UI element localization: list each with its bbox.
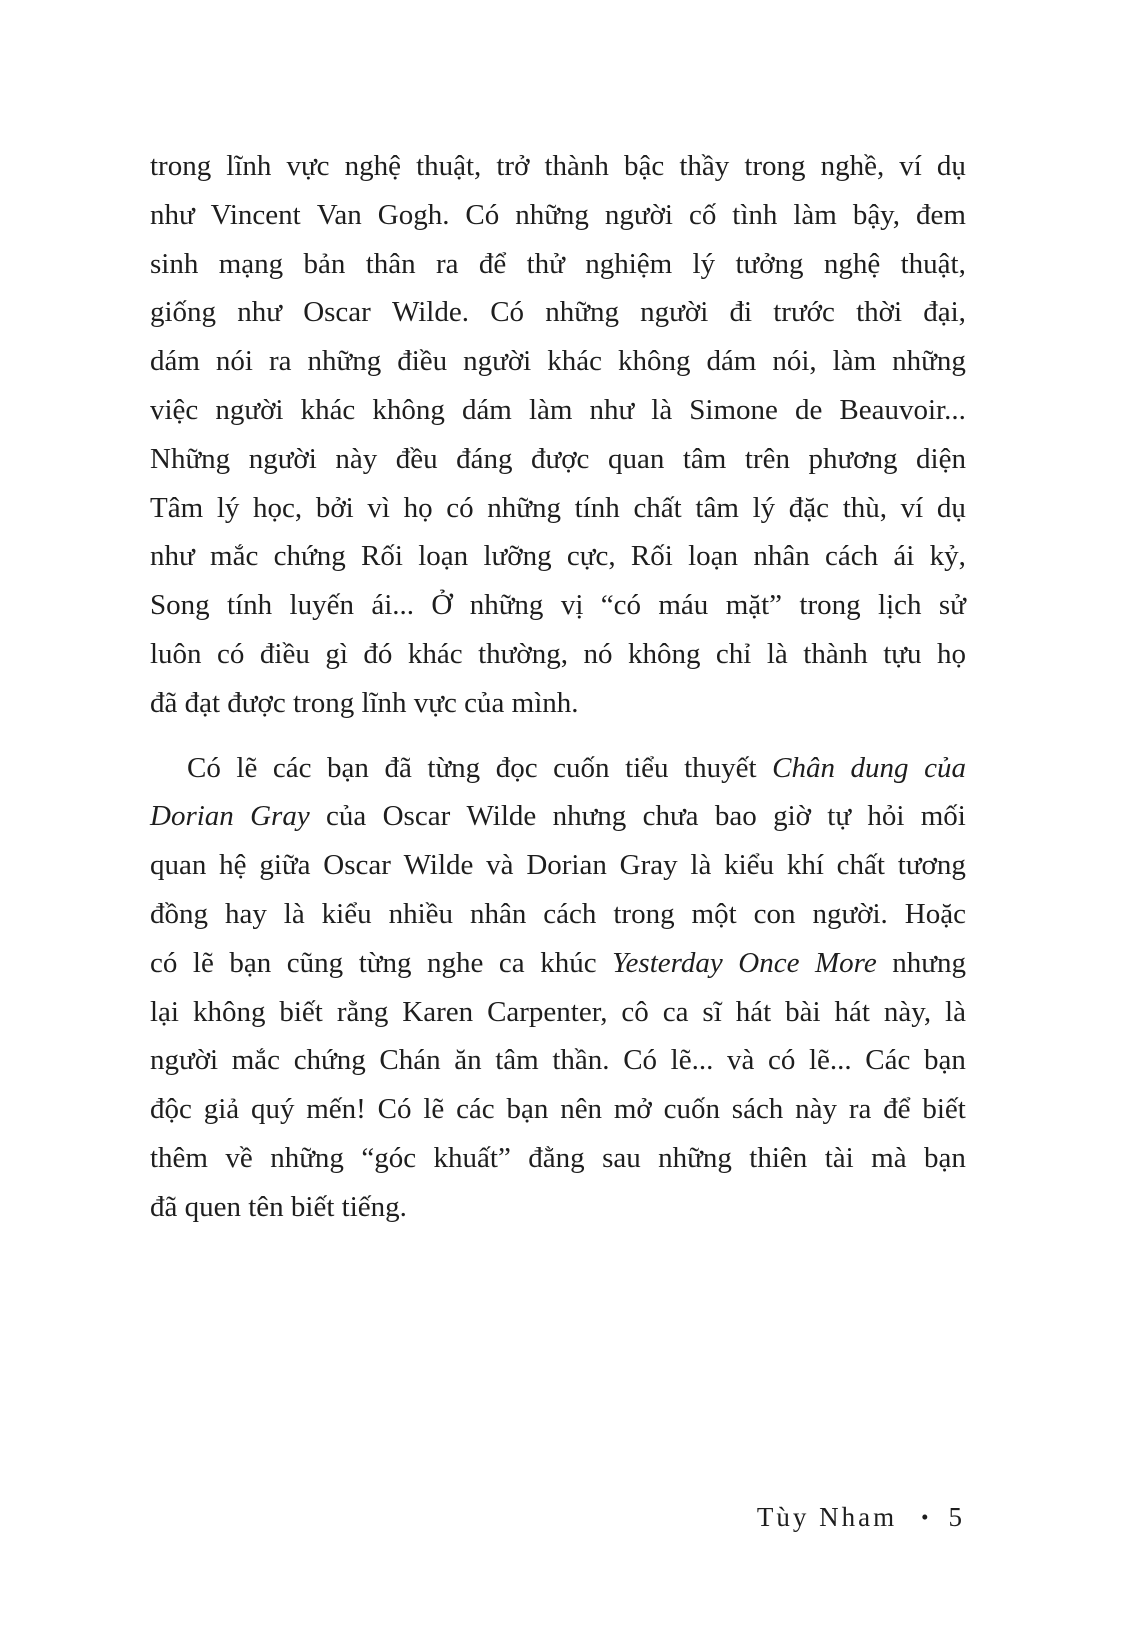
word: khác bbox=[407, 637, 463, 670]
word: tự bbox=[827, 800, 852, 833]
word: đồng bbox=[150, 897, 208, 930]
word: nghe bbox=[427, 946, 484, 979]
word: nhưng bbox=[552, 800, 627, 833]
word: sử bbox=[938, 589, 966, 622]
word: bạn bbox=[229, 946, 272, 979]
word: của bbox=[326, 800, 367, 833]
word: nghệ bbox=[823, 247, 881, 280]
word: việc bbox=[150, 393, 199, 426]
word: nên bbox=[560, 1093, 603, 1126]
word: đọc bbox=[495, 751, 538, 784]
word: thử bbox=[526, 247, 565, 280]
word: nhiều bbox=[388, 897, 453, 930]
word: mặt” bbox=[725, 589, 783, 622]
word: dám bbox=[150, 345, 200, 378]
text-line bbox=[150, 142, 966, 191]
word: như bbox=[150, 540, 195, 573]
text-line bbox=[150, 386, 966, 435]
word: được bbox=[531, 442, 590, 475]
word: loạn bbox=[688, 540, 739, 573]
word: lẽ... bbox=[670, 1044, 714, 1077]
word: ra bbox=[848, 1093, 872, 1126]
word: giờ bbox=[773, 800, 811, 833]
word: bậy, bbox=[852, 198, 901, 231]
word: những bbox=[270, 1141, 344, 1174]
word: chưa bbox=[642, 800, 699, 833]
word: sách bbox=[731, 1093, 784, 1126]
word: đáng bbox=[456, 442, 513, 475]
word: những bbox=[515, 198, 589, 231]
word: người bbox=[463, 345, 532, 378]
word: Chân bbox=[772, 751, 835, 784]
word: Vincent bbox=[210, 198, 301, 231]
word: tình bbox=[732, 198, 778, 231]
word: ái... bbox=[371, 589, 415, 622]
word: điều bbox=[259, 637, 310, 670]
word: Simone bbox=[689, 393, 778, 426]
word: bạn bbox=[327, 751, 369, 784]
text-line bbox=[150, 890, 966, 939]
text-line bbox=[150, 484, 966, 533]
word: Van bbox=[316, 198, 362, 231]
paragraph bbox=[150, 744, 966, 1232]
word: lý bbox=[752, 491, 776, 524]
word: ái bbox=[893, 540, 915, 573]
word: để bbox=[883, 1093, 911, 1126]
text-line bbox=[150, 337, 966, 386]
word: và bbox=[726, 1044, 755, 1077]
word: diện bbox=[916, 442, 966, 475]
word: đã bbox=[384, 751, 412, 784]
word: lịch bbox=[878, 589, 922, 622]
word: những bbox=[487, 491, 561, 524]
word: lĩnh bbox=[226, 150, 272, 182]
word: không bbox=[192, 995, 266, 1028]
word: khác bbox=[547, 345, 602, 378]
word: Có bbox=[187, 751, 221, 784]
word: thù, bbox=[842, 491, 887, 524]
word: Rối bbox=[630, 540, 673, 573]
word: quan bbox=[607, 442, 665, 475]
text-line bbox=[150, 1085, 966, 1134]
word: mắc bbox=[231, 1044, 281, 1077]
text-line bbox=[150, 240, 966, 289]
word: bạn bbox=[506, 1093, 549, 1126]
word: thầy bbox=[679, 150, 730, 182]
word: kỷ, bbox=[929, 540, 966, 573]
text-line bbox=[150, 744, 966, 793]
word: có bbox=[446, 491, 474, 524]
word: đặc bbox=[788, 491, 830, 524]
text-line bbox=[150, 1134, 966, 1183]
separator-dot-icon: • bbox=[921, 1505, 929, 1529]
word: mối bbox=[920, 800, 966, 833]
word: chứng bbox=[273, 540, 346, 573]
word: Có bbox=[490, 296, 525, 329]
word: ví bbox=[900, 491, 924, 524]
word: chỉ bbox=[715, 637, 752, 670]
word: nói bbox=[215, 345, 253, 378]
word: More bbox=[814, 946, 877, 979]
word: lại bbox=[150, 995, 179, 1028]
word: làm bbox=[528, 393, 573, 426]
word: ra bbox=[435, 247, 459, 280]
word: người bbox=[604, 198, 673, 231]
word: từng bbox=[358, 946, 412, 979]
word: lý bbox=[692, 247, 716, 280]
text-line bbox=[150, 988, 966, 1037]
word: ví bbox=[899, 150, 922, 182]
text-line bbox=[150, 1183, 966, 1232]
word: trong bbox=[799, 589, 861, 622]
word: kiểu bbox=[321, 897, 372, 930]
word: Chán bbox=[379, 1044, 441, 1077]
word: có bbox=[217, 637, 245, 670]
text-line bbox=[150, 581, 966, 630]
word: khúc bbox=[540, 946, 597, 979]
word: dám bbox=[461, 393, 512, 426]
word: “có bbox=[600, 589, 641, 622]
word: bạn bbox=[924, 1044, 966, 1077]
word: người bbox=[215, 393, 284, 426]
word: hát bbox=[735, 995, 772, 1028]
word: Rối bbox=[361, 540, 403, 573]
word: cực, bbox=[566, 540, 616, 573]
text-line bbox=[150, 1036, 966, 1085]
text-segment: đã đạt được trong lĩnh vực của mình. bbox=[150, 686, 579, 719]
word: lưỡng bbox=[483, 540, 552, 573]
word: tưởng bbox=[735, 247, 804, 280]
word: đại, bbox=[923, 296, 966, 329]
word: mến! bbox=[306, 1093, 366, 1126]
word: đằng bbox=[528, 1141, 585, 1174]
word: Các bbox=[865, 1044, 911, 1077]
word: hay bbox=[224, 897, 267, 930]
word: tiểu bbox=[625, 751, 669, 784]
word: họ bbox=[403, 491, 433, 524]
word: de bbox=[794, 393, 823, 426]
word: trong bbox=[744, 150, 806, 182]
word: khuất” bbox=[433, 1141, 511, 1174]
word: lẽ... bbox=[808, 1044, 852, 1077]
word: Dorian bbox=[150, 800, 234, 833]
text-line bbox=[150, 435, 966, 484]
word: quan bbox=[150, 849, 207, 882]
word: giống bbox=[150, 296, 217, 329]
word: nhân bbox=[469, 897, 527, 930]
word: mắc bbox=[210, 540, 259, 573]
word: trên bbox=[744, 442, 790, 475]
word: những bbox=[307, 345, 382, 378]
word: Hoặc bbox=[904, 897, 966, 930]
word: biết bbox=[922, 1093, 966, 1126]
word: không bbox=[627, 637, 701, 670]
word: những bbox=[545, 296, 619, 329]
word: và bbox=[486, 849, 514, 882]
word: lẽ bbox=[192, 946, 214, 979]
word: hệ bbox=[219, 849, 247, 882]
word: sinh bbox=[150, 247, 199, 280]
word: vì bbox=[367, 491, 390, 524]
word: thuật, bbox=[900, 247, 966, 280]
word: những bbox=[658, 1141, 732, 1174]
word: đều bbox=[395, 442, 438, 475]
word: luyến bbox=[289, 589, 354, 622]
word: tâm bbox=[695, 491, 739, 524]
word: cũng bbox=[286, 946, 344, 979]
word: Những bbox=[150, 442, 231, 475]
word: các bbox=[456, 1093, 495, 1126]
word: người bbox=[150, 1044, 219, 1077]
word: vực bbox=[286, 150, 330, 182]
text-segment: đã quen tên biết tiếng. bbox=[150, 1190, 407, 1223]
word: thuật, bbox=[416, 150, 482, 182]
word: bởi bbox=[315, 491, 354, 524]
word: Wilde bbox=[466, 800, 537, 833]
word: học, bbox=[253, 491, 303, 524]
word: gì bbox=[325, 637, 348, 670]
running-title: Tùy Nham bbox=[756, 1502, 898, 1532]
word: thành bbox=[544, 150, 609, 182]
word: chất bbox=[633, 491, 682, 524]
word: Karen bbox=[402, 995, 474, 1028]
word: để bbox=[478, 247, 507, 280]
word: từng bbox=[427, 751, 481, 784]
word: thuyết bbox=[684, 751, 757, 784]
word: dung bbox=[850, 751, 909, 784]
word: Dorian bbox=[526, 849, 607, 882]
word: Có bbox=[465, 198, 500, 231]
word: luôn bbox=[150, 637, 202, 670]
word: dám bbox=[706, 345, 757, 378]
text-line bbox=[150, 679, 966, 728]
word: họ bbox=[936, 637, 966, 670]
word: trong bbox=[150, 150, 212, 182]
page-footer bbox=[757, 1502, 965, 1533]
word: điều bbox=[397, 345, 448, 378]
word: bao bbox=[714, 800, 757, 833]
word: nói, bbox=[772, 345, 817, 378]
word: nghệ bbox=[344, 150, 401, 182]
word: nó bbox=[583, 637, 613, 670]
page-number: 5 bbox=[948, 1502, 965, 1532]
word: loạn bbox=[418, 540, 469, 573]
word: là bbox=[690, 849, 712, 882]
word: như bbox=[589, 393, 635, 426]
text-block bbox=[150, 142, 966, 1232]
word: làm bbox=[793, 198, 837, 231]
text-line bbox=[150, 191, 966, 240]
word: giữa bbox=[259, 849, 311, 882]
word: Có bbox=[623, 1044, 658, 1077]
word: Once bbox=[738, 946, 800, 979]
word: độc bbox=[150, 1093, 192, 1126]
word: có bbox=[767, 1044, 796, 1077]
word: Oscar bbox=[323, 849, 391, 882]
word: đi bbox=[729, 296, 753, 329]
text-line bbox=[150, 841, 966, 890]
word: người bbox=[248, 442, 317, 475]
word: đem bbox=[916, 198, 966, 231]
word: bản bbox=[303, 247, 346, 280]
word: như bbox=[237, 296, 282, 329]
word: bạn bbox=[924, 1141, 966, 1174]
word: Carpenter, bbox=[487, 995, 608, 1028]
word: cách bbox=[543, 897, 597, 930]
word: tính bbox=[574, 491, 620, 524]
word: nghiệm bbox=[585, 247, 673, 280]
word: mà bbox=[871, 1141, 907, 1174]
word: này bbox=[795, 1093, 837, 1126]
text-line bbox=[150, 532, 966, 581]
word: nghề, bbox=[820, 150, 885, 182]
word: cô bbox=[621, 995, 649, 1028]
word: Có bbox=[377, 1093, 412, 1126]
word: là bbox=[945, 995, 966, 1028]
word: quý bbox=[250, 1093, 295, 1126]
word: những bbox=[469, 589, 544, 622]
word: kiểu bbox=[724, 849, 775, 882]
word: làm bbox=[832, 345, 877, 378]
text-line bbox=[150, 792, 966, 841]
word: nhân bbox=[753, 540, 810, 573]
word: khí bbox=[786, 849, 824, 882]
word: ca bbox=[498, 946, 525, 979]
word: này, bbox=[883, 995, 932, 1028]
word: Tâm bbox=[150, 491, 204, 524]
word: Beauvoir... bbox=[839, 393, 966, 426]
word: Song bbox=[150, 589, 210, 622]
word: cuốn bbox=[663, 1093, 720, 1126]
word: thời bbox=[856, 296, 903, 329]
word: là bbox=[283, 897, 305, 930]
word: là bbox=[651, 393, 673, 426]
word: lý bbox=[216, 491, 240, 524]
word: tài bbox=[824, 1141, 854, 1174]
word: Gogh. bbox=[377, 198, 450, 231]
word: thường, bbox=[478, 637, 568, 670]
word: rằng bbox=[336, 995, 389, 1028]
word: Gray bbox=[619, 849, 678, 882]
word: những bbox=[892, 345, 966, 378]
word: chất bbox=[836, 849, 885, 882]
word: tâm bbox=[682, 442, 727, 475]
word: dụ bbox=[936, 150, 966, 182]
word: “góc bbox=[361, 1141, 417, 1174]
word: người bbox=[640, 296, 709, 329]
word: Wilde. bbox=[392, 296, 469, 329]
word: ra bbox=[268, 345, 292, 378]
word: các bbox=[272, 751, 312, 784]
text-line bbox=[150, 630, 966, 679]
word: ca bbox=[662, 995, 689, 1028]
word: mạng bbox=[218, 247, 284, 280]
word: này bbox=[335, 442, 378, 475]
word: tính bbox=[227, 589, 273, 622]
word: Yesterday bbox=[612, 946, 723, 979]
word: bậc bbox=[624, 150, 665, 182]
word: trở bbox=[496, 150, 530, 182]
word: lẽ bbox=[236, 751, 258, 784]
word: dụ bbox=[936, 491, 966, 524]
word: thêm bbox=[150, 1141, 208, 1174]
word: biết bbox=[279, 995, 323, 1028]
word: tương bbox=[897, 849, 966, 882]
word: khác bbox=[300, 393, 356, 426]
word: thần. bbox=[552, 1044, 610, 1077]
word: ăn bbox=[454, 1044, 482, 1077]
word: cố bbox=[688, 198, 717, 231]
word: về bbox=[225, 1141, 253, 1174]
word: trong bbox=[613, 897, 675, 930]
word: Wilde bbox=[403, 849, 474, 882]
word: nhưng bbox=[892, 946, 966, 979]
text-line bbox=[150, 939, 966, 988]
paragraph bbox=[150, 142, 966, 728]
word: cách bbox=[825, 540, 879, 573]
word: sau bbox=[602, 1141, 641, 1174]
word: có bbox=[150, 946, 178, 979]
word: Ở bbox=[431, 589, 453, 622]
text-line bbox=[150, 288, 966, 337]
word: lẽ bbox=[423, 1093, 445, 1126]
word: hỏi bbox=[867, 800, 905, 833]
word: thiên bbox=[749, 1141, 808, 1174]
word: tựu bbox=[883, 637, 922, 670]
word: người. bbox=[812, 897, 888, 930]
word: thành bbox=[803, 637, 868, 670]
word: tâm bbox=[495, 1044, 539, 1077]
word: như bbox=[150, 198, 195, 231]
word: là bbox=[766, 637, 788, 670]
word: của bbox=[924, 751, 966, 784]
word: không bbox=[617, 345, 691, 378]
word: không bbox=[372, 393, 445, 426]
word: đó bbox=[363, 637, 393, 670]
word: phương bbox=[808, 442, 898, 475]
word: máu bbox=[658, 589, 709, 622]
word: hát bbox=[834, 995, 870, 1028]
word: mở bbox=[613, 1093, 652, 1126]
word: vị bbox=[560, 589, 584, 622]
word: Oscar bbox=[382, 800, 451, 833]
word: chứng bbox=[293, 1044, 366, 1077]
word: cuốn bbox=[553, 751, 610, 784]
word: bài bbox=[785, 995, 821, 1028]
word: giả bbox=[203, 1093, 240, 1126]
word: một bbox=[691, 897, 737, 930]
word: con bbox=[753, 897, 796, 930]
word: thân bbox=[365, 247, 416, 280]
word: trước bbox=[773, 296, 835, 329]
word: Oscar bbox=[303, 296, 371, 329]
word: sĩ bbox=[702, 995, 722, 1028]
word: Gray bbox=[250, 800, 310, 833]
